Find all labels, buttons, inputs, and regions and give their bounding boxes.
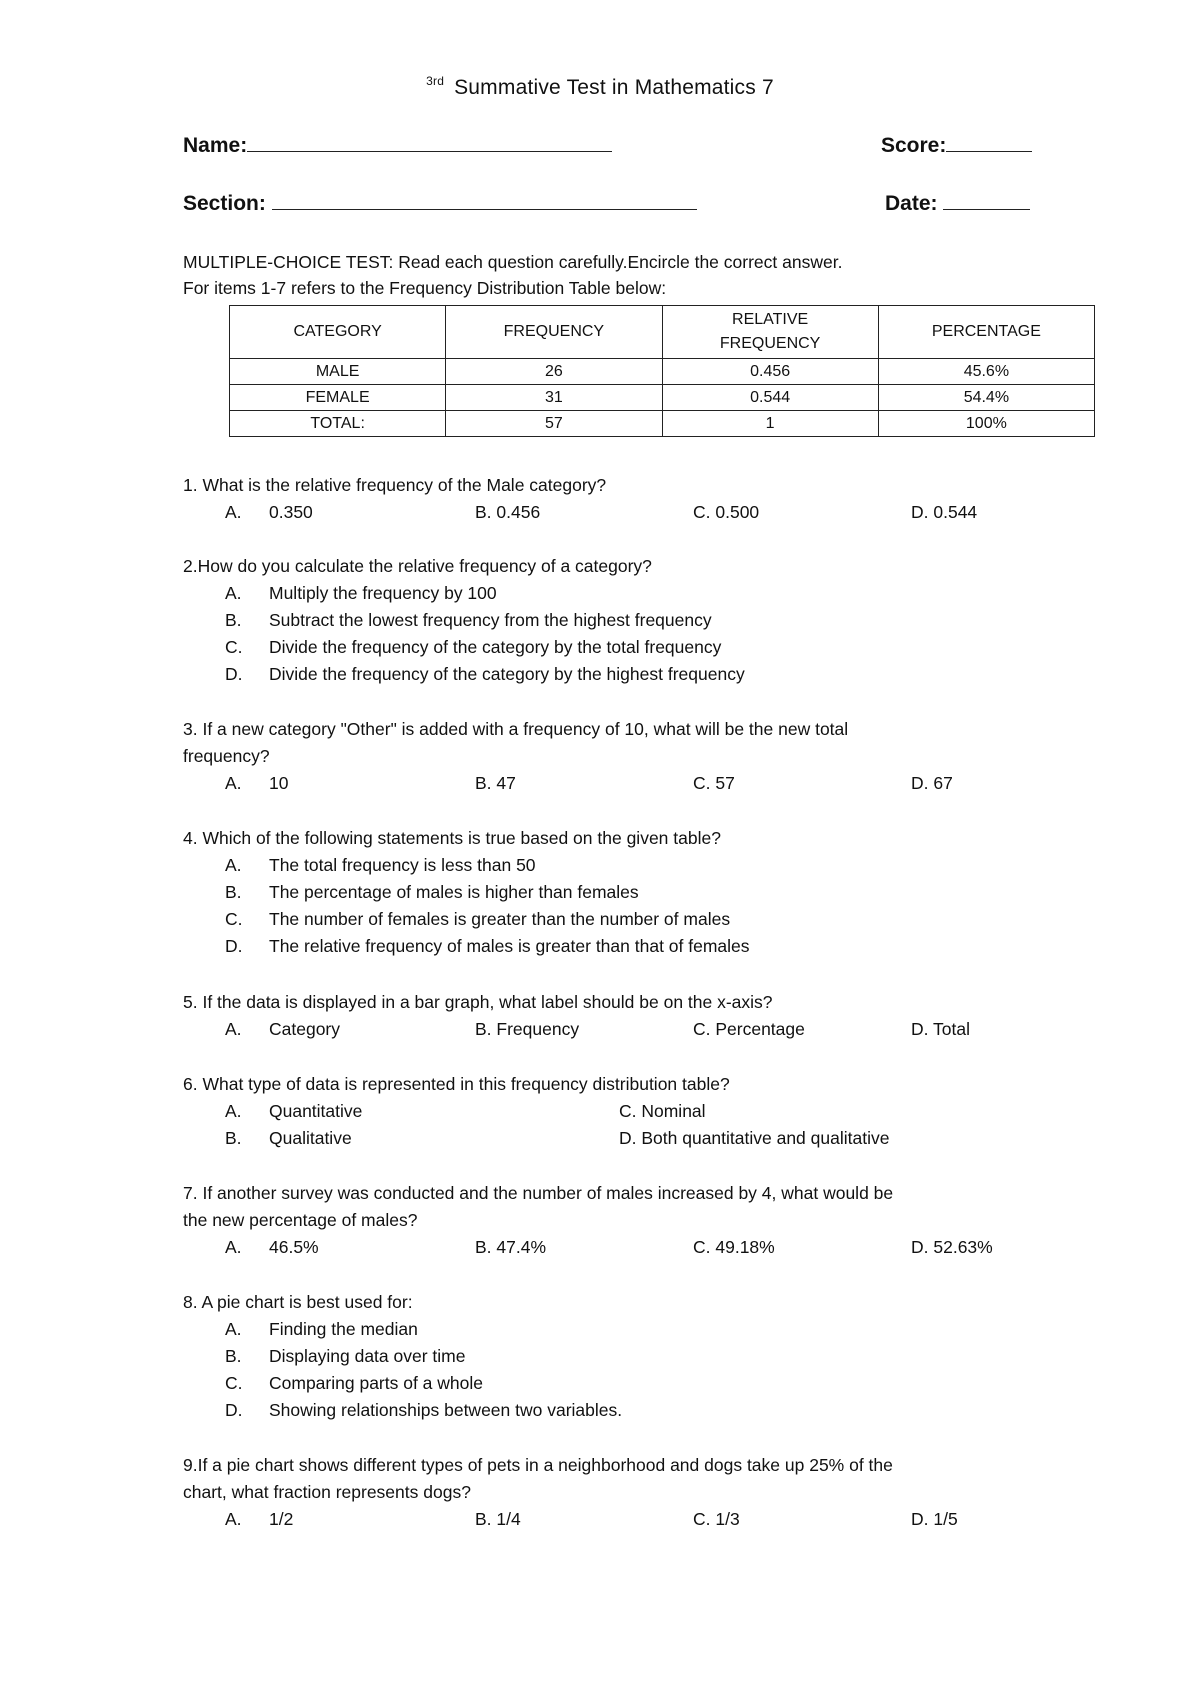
title-ordinal: 3rd [426, 74, 445, 88]
option-d[interactable]: D. 1/5 [911, 1509, 958, 1529]
name-field[interactable] [183, 134, 612, 158]
option-a[interactable]: A. Finding the median [225, 1319, 418, 1339]
cell-percentage: 100% [878, 411, 1094, 437]
question-text: 6. What type of data is represented in this frequency distribution table? [183, 1074, 730, 1094]
question-text-line-1: 9.If a pie chart shows different types of pets in a neighborhood and dogs take up 25% of the [183, 1455, 893, 1475]
option-b[interactable]: B. Qualitative [225, 1128, 352, 1148]
question-7 [183, 1180, 1063, 1261]
option-d[interactable]: D. The relative frequency of males is greater than that of females [225, 936, 750, 956]
option-a[interactable]: A. Category [225, 1019, 341, 1039]
question-text-line-2: chart, what fraction represents dogs? [183, 1482, 471, 1502]
option-c[interactable]: C. Comparing parts of a whole [225, 1373, 483, 1393]
table-row [230, 385, 1095, 411]
question-6 [183, 1071, 1063, 1152]
table-row [230, 359, 1095, 385]
options [183, 1016, 1063, 1043]
question-text: 2.How do you calculate the relative frequency of a category? [183, 556, 652, 576]
option-a[interactable]: A. 1/2 [225, 1509, 294, 1529]
cell-category: TOTAL: [230, 411, 446, 437]
page-title [0, 74, 1200, 100]
options [183, 499, 1063, 526]
option-b[interactable]: B. The percentage of males is higher than females [225, 882, 639, 902]
option-b[interactable]: B. 0.456 [475, 502, 541, 522]
option-c[interactable]: C. 57 [693, 773, 735, 793]
question-text-line-2: frequency? [183, 746, 270, 766]
date-blank[interactable] [943, 192, 1030, 210]
header-percentage: PERCENTAGE [878, 306, 1094, 359]
score-field[interactable] [881, 134, 1032, 158]
options [183, 1234, 1063, 1261]
score-blank[interactable] [946, 134, 1032, 152]
title-text: Summative Test in Mathematics 7 [454, 76, 774, 99]
date-field[interactable] [885, 192, 1030, 216]
header-frequency: FREQUENCY [446, 306, 662, 359]
question-4 [183, 825, 1063, 960]
option-a[interactable]: A. The total frequency is less than 50 [225, 855, 536, 875]
option-a[interactable]: A. Quantitative [225, 1101, 363, 1121]
question-text: 8. A pie chart is best used for: [183, 1292, 413, 1312]
cell-percentage: 45.6% [878, 359, 1094, 385]
cell-category: MALE [230, 359, 446, 385]
cell-category: FEMALE [230, 385, 446, 411]
option-a[interactable]: A. 0.350 [225, 502, 313, 522]
cell-frequency: 31 [446, 385, 662, 411]
question-5 [183, 989, 1063, 1043]
instructions-line-2: For items 1-7 refers to the Frequency Distribution Table below: [183, 278, 667, 298]
option-c[interactable]: C. 0.500 [693, 502, 760, 522]
question-9 [183, 1452, 1063, 1533]
section-label: Section: [183, 192, 266, 215]
option-c[interactable]: C. Nominal [619, 1101, 706, 1121]
option-b[interactable]: B. Displaying data over time [225, 1346, 466, 1366]
cell-frequency: 57 [446, 411, 662, 437]
question-3 [183, 716, 1063, 797]
question-text-line-2: the new percentage of males? [183, 1210, 418, 1230]
question-text-line-1: 7. If another survey was conducted and the number of males increased by 4, what would be [183, 1183, 894, 1203]
question-text: 4. Which of the following statements is true based on the given table? [183, 828, 721, 848]
table-row [230, 411, 1095, 437]
option-b[interactable]: B. Frequency [475, 1019, 580, 1039]
option-b[interactable]: B. Subtract the lowest frequency from the highest frequency [225, 610, 712, 630]
question-8 [183, 1289, 1063, 1424]
header-category: CATEGORY [230, 306, 446, 359]
option-a[interactable]: A. 46.5% [225, 1237, 319, 1257]
options [183, 770, 1063, 797]
option-d[interactable]: D. Divide the frequency of the category by the highest frequency [225, 664, 745, 684]
options [183, 1098, 1063, 1152]
option-d[interactable]: D. Both quantitative and qualitative [619, 1128, 890, 1148]
option-a[interactable]: A. 10 [225, 773, 289, 793]
frequency-table [229, 305, 1095, 437]
question-2 [183, 553, 1063, 688]
option-a[interactable]: A. Multiply the frequency by 100 [225, 583, 497, 603]
option-d[interactable]: D. 67 [911, 773, 953, 793]
table-header-row [230, 306, 1095, 359]
name-label: Name: [183, 134, 248, 157]
cell-percentage: 54.4% [878, 385, 1094, 411]
section-field[interactable] [183, 192, 697, 216]
cell-frequency: 26 [446, 359, 662, 385]
question-text: 1. What is the relative frequency of the Male category? [183, 475, 607, 495]
name-blank[interactable] [247, 134, 612, 152]
option-c[interactable]: C. Divide the frequency of the category by the total frequency [225, 637, 722, 657]
cell-relative: 1 [662, 411, 878, 437]
option-d[interactable]: D. 0.544 [911, 502, 978, 522]
option-c[interactable]: C. Percentage [693, 1019, 805, 1039]
question-text-line-1: 3. If a new category "Other" is added with a frequency of 10, what will be the new total [183, 719, 849, 739]
option-d[interactable]: D. Total [911, 1019, 971, 1039]
option-c[interactable]: C. 1/3 [693, 1509, 740, 1529]
question-text: 5. If the data is displayed in a bar graph, what label should be on the x-axis? [183, 992, 773, 1012]
option-c[interactable]: C. 49.18% [693, 1237, 775, 1257]
section-blank[interactable] [272, 192, 697, 210]
header-relative-frequency: RELATIVE FREQUENCY [662, 306, 878, 359]
option-c[interactable]: C. The number of females is greater than the number of males [225, 909, 731, 929]
cell-relative: 0.456 [662, 359, 878, 385]
score-label: Score: [881, 134, 947, 157]
question-1 [183, 472, 1063, 526]
option-b[interactable]: B. 47 [475, 773, 516, 793]
date-label: Date: [885, 192, 938, 215]
cell-relative: 0.544 [662, 385, 878, 411]
option-b[interactable]: B. 47.4% [475, 1237, 547, 1257]
option-d[interactable]: D. 52.63% [911, 1237, 993, 1257]
option-b[interactable]: B. 1/4 [475, 1509, 521, 1529]
option-d[interactable]: D. Showing relationships between two variables. [225, 1400, 623, 1420]
instructions-line-1: MULTIPLE-CHOICE TEST: Read each question carefully.Encircle the correct answer. [183, 252, 843, 272]
options [183, 1506, 1063, 1533]
